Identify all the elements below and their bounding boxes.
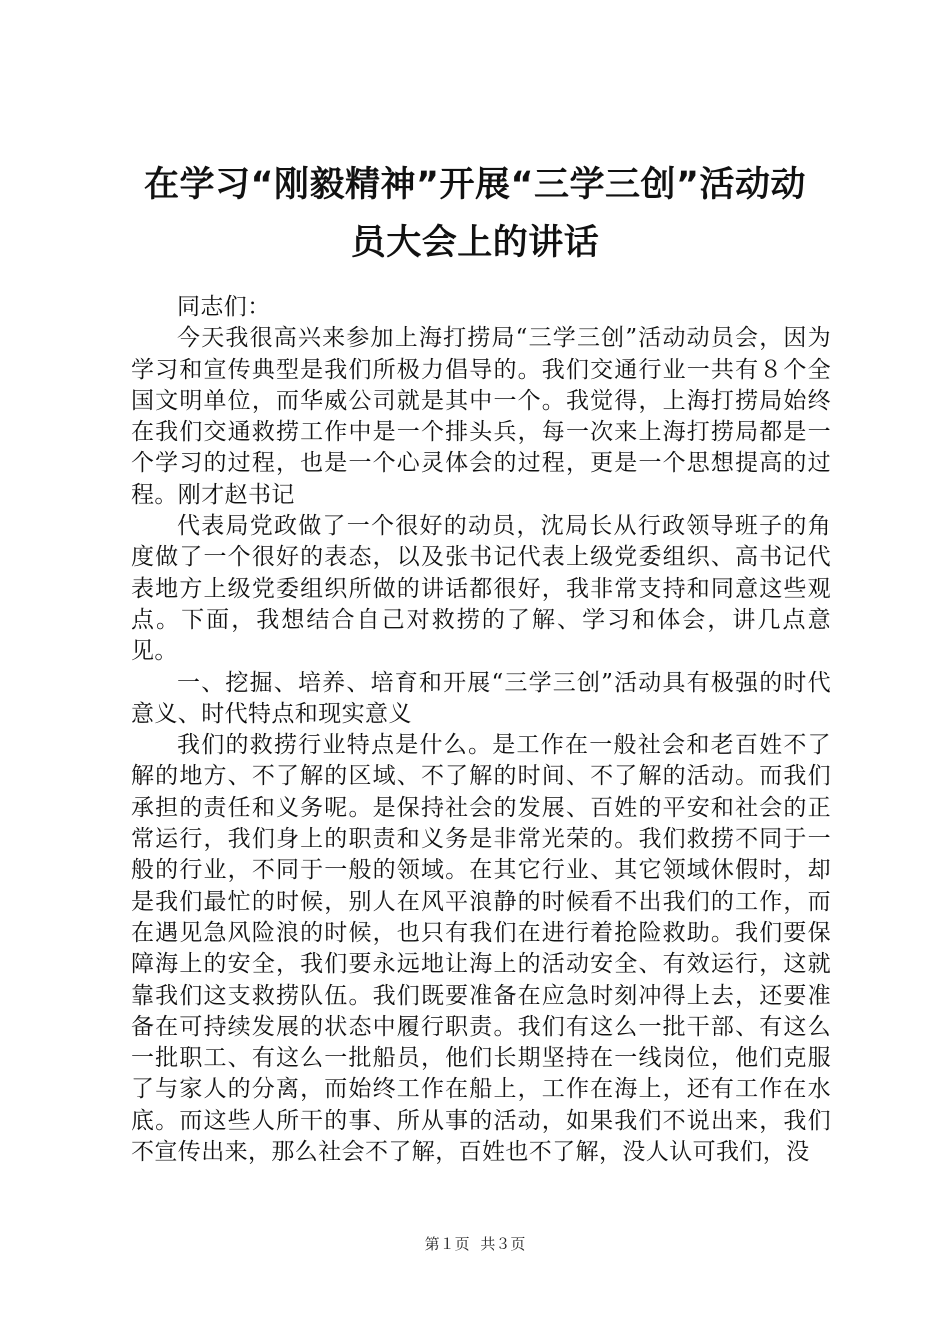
page-footer	[0, 1234, 950, 1254]
document-body	[131, 292, 831, 1168]
paragraph: 今天我很高兴来参加上海打捞局“三学三创”活动动员会，因为学习和宣传典型是我们所极力倡导的。我们交通行业一共有８个全国文明单位，而华威公司就是其中一个。我觉得，上海打捞局始终在我们交通救捞工作中是一个排头兵，每一次来上海打捞局都是一个学习的过程，也是一个心灵体会的过程，更是一个思想提高的过程。刚才赵书记	[131, 325, 831, 508]
salutation: 同志们：	[177, 294, 271, 320]
page-number: 第１页	[424, 1235, 470, 1253]
title-line-2: 员大会上的讲话	[350, 223, 600, 263]
document-title	[110, 156, 840, 272]
title-line-1: 在学习“刚毅精神”开展“三学三创”活动动	[143, 165, 806, 205]
paragraph: 我们的救捞行业特点是什么。是工作在一般社会和老百姓不了解的地方、不了解的区域、不了解的时间、不了解的活动。而我们承担的责任和义务呢。是保持社会的发展、百姓的平安和社会的正常运行，我们身上的职责和义务是非常光荣的。我们救捞不同于一般的行业，不同于一般的领域。在其它行业、其它领域休假时，却是我们最忙的时候，别人在风平浪静的时候看不出我们的工作，而在遇见急风险浪的时候，也只有我们在进行着抢险救助。我们要保障海上的安全，我们要永远地让海上的活动安全、有效运行，这就靠我们这支救捞队伍。我们既要准备在应急时刻冲得上去，还要准备在可持续发展的状态中履行职责。我们有这么一批干部、有这么一批职工、有这么一批船员，他们长期坚持在一线岗位，他们克服了与家人的分离，而始终工作在船上，工作在海上，还有工作在水底。而这些人所干的事、所从事的活动，如果我们不说出来，我们不宣传出来，那么社会不了解，百姓也不了解，没人认可我们，没	[131, 732, 831, 1166]
page-total: 共３页	[480, 1235, 526, 1253]
paragraph: 代表局党政做了一个很好的动员，沈局长从行政领导班子的角度做了一个很好的表态，以及张书记代表上级党委组织、高书记代表地方上级党委组织所做的讲话都很好，我非常支持和同意这些观点。下面，我想结合自己对救捞的了解、学习和体会，讲几点意见。	[131, 513, 831, 665]
section-heading: 一、挖掘、培养、培育和开展“三学三创”活动具有极强的时代意义、时代特点和现实意义	[131, 669, 831, 727]
